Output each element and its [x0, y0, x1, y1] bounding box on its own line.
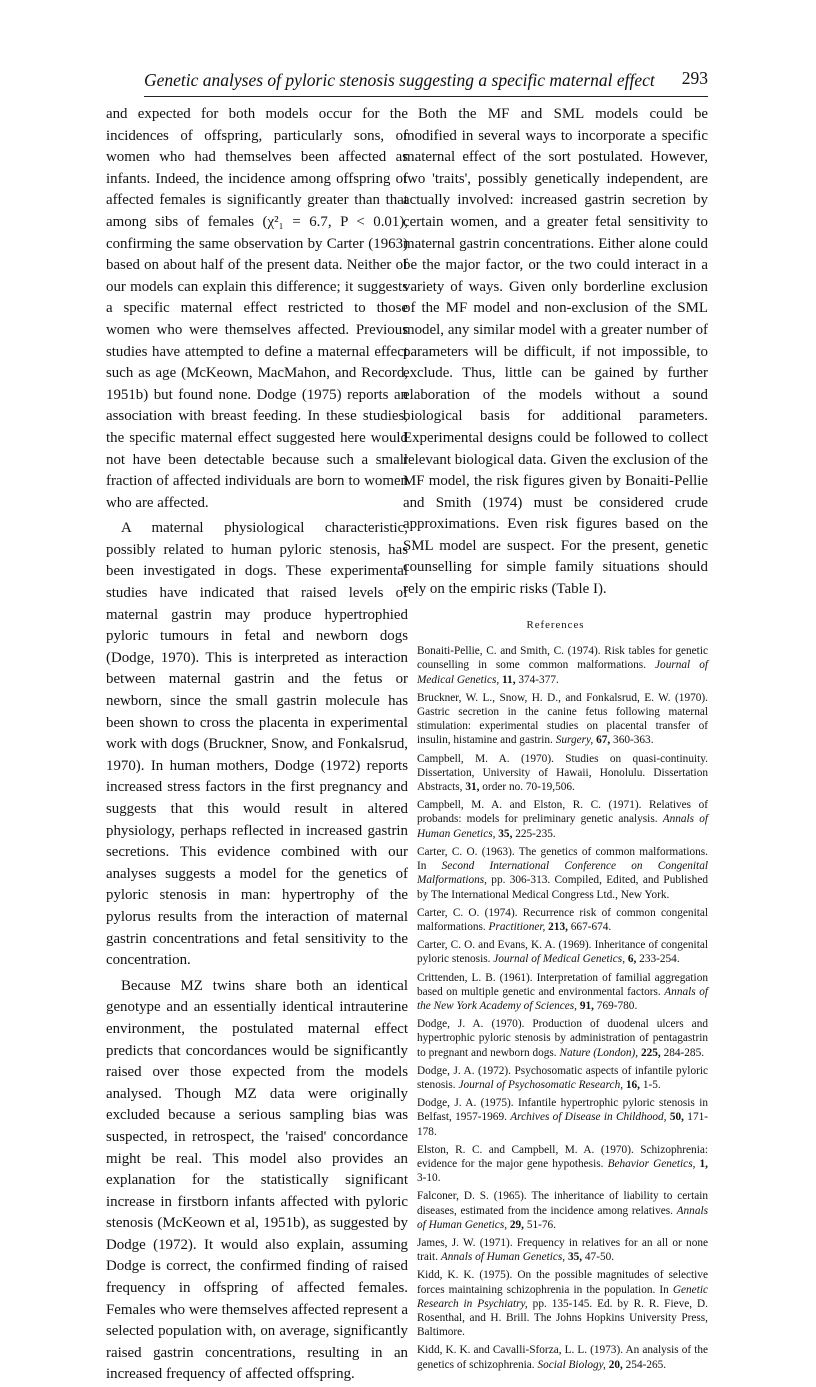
reference-pages: 51-76. — [526, 1218, 557, 1231]
reference-title: Gastric secretion in the canine fetus following maternal stimulation: experimental studies on placental transfer of insulin, histamine and gastrin. — [417, 706, 708, 747]
reference-pages: 769-780. — [596, 999, 638, 1012]
reference-authors: Dodge, J. A. (1970). — [417, 1018, 525, 1031]
reference-pages: 254-265. — [625, 1358, 667, 1371]
reference-pages: 47-50. — [584, 1251, 615, 1264]
reference-entry — [403, 938, 708, 966]
reference-source: Genetic Research in Psychiatry, — [417, 1283, 708, 1310]
reference-source: Annals of the New York Academy of Sciences, — [417, 985, 708, 1012]
reference-source: Nature (London), — [559, 1046, 639, 1059]
reference-authors: James, J. W. (1971). — [417, 1236, 513, 1249]
page-header — [144, 70, 708, 94]
reference-title: Relatives of probands: models for preliminary genetic analysis. — [417, 799, 708, 826]
reference-entry — [403, 1064, 708, 1092]
reference-volume: 31, — [465, 781, 480, 794]
reference-authors: Falconer, D. S. (1965). — [417, 1190, 527, 1203]
reference-pages: 3-10. — [417, 1172, 441, 1185]
reference-pages: 374-377. — [518, 673, 559, 686]
reference-volume: 50, — [669, 1111, 684, 1124]
reference-authors: Carter, C. O. and Evans, K. A. (1969). — [417, 939, 592, 952]
reference-entry — [403, 1143, 708, 1186]
reference-title: Psychosomatic aspects of infantile pyloric stenosis. — [417, 1064, 709, 1091]
reference-source: Second International Conference on Congenital Malformations, — [417, 860, 708, 887]
reference-source: Annals of Human Genetics, — [417, 813, 708, 840]
reference-title: Frequency in relatives for an all or none trait. — [417, 1236, 709, 1264]
reference-source: Journal of Medical Genetics, — [493, 953, 626, 966]
reference-authors: Bonaiti-Pellie, C. and Smith, C. (1974). — [417, 645, 601, 658]
reference-source: Surgery, — [555, 734, 594, 747]
reference-authors: Kidd, K. K. and Cavalli-Sforza, L. L. (1973). — [417, 1344, 624, 1357]
right-column — [403, 104, 708, 1373]
reference-entry — [403, 1268, 708, 1339]
reference-pages: 233-254. — [639, 953, 680, 966]
reference-authors: Campbell, M. A. and Elston, R. C. (1971). — [417, 799, 642, 812]
reference-pages: 284-285. — [663, 1046, 705, 1059]
reference-volume: 213, — [548, 920, 568, 933]
reference-title: An analysis of the genetics of schizophrenia. — [417, 1344, 708, 1371]
running-title: Genetic analyses of pyloric stenosis suggesting a specific maternal effect — [144, 70, 655, 90]
reference-volume: 1, — [699, 1157, 709, 1170]
reference-title: Recurrence risk of common congenital malformations. — [417, 906, 709, 933]
reference-source: Annals of Human Genetics, — [417, 1204, 709, 1231]
header-rule — [144, 96, 708, 97]
reference-pages: pp. 306-313. Compiled, Edited, and Published by The International Medical Congress Ltd., New York. — [417, 874, 708, 901]
reference-volume: 225, — [640, 1046, 661, 1059]
reference-volume: 35, — [498, 827, 513, 840]
reference-authors: Dodge, J. A. (1972). — [417, 1064, 511, 1077]
reference-entry — [403, 1343, 708, 1371]
reference-title: Interpretation of familial aggregation based on multiple genetic and environmental factors. — [417, 971, 708, 998]
reference-entry — [403, 1017, 708, 1060]
body-paragraph: Both the MF and SML models could be modified in several ways to incorporate a specific maternal effect of the sort postulated. However, two 'traits', possibly genetically independent, are actually involved: increased gastrin secretion by certain women, and a greater fetal sensitivity to maternal gastrin concentrations. Either alone could be the major factor, or the two could interact in a variety of ways. Given only borderline exclusion of the MF model and non-exclusion of the SML model, any similar model with a greater number of parameters will be difficult, if not impossible, to exclude. Thus, little can be gained by further elaboration of the models without a sound biological basis for additional parameters. Experimental designs could be followed to collect relevant biological data. Given the exclusion of the MF model, the risk figures given by Bonaiti-Pellie and Smith (1974) must be considered crude approximations. Even risk figures based on the SML model are suspect. For the present, genetic counselling for simple family situations should rely on the empiric risks (Table I). — [403, 106, 708, 598]
reference-title: Production of duodenal ulcers and hypertrophic pyloric stenosis by administration of pentagastrin to pregnant and newborn dogs. — [417, 1018, 708, 1059]
reference-volume: 16, — [625, 1078, 640, 1091]
reference-entry — [403, 691, 708, 748]
reference-entry — [403, 845, 708, 902]
reference-source: Behavior Genetics, — [607, 1157, 696, 1170]
reference-source: Archives of Disease in Childhood, — [510, 1111, 667, 1124]
body-paragraph: A maternal physiological characteristic, possibly related to human pyloric stenosis, has been investigated in dogs. These experimental studies have indicated that raised levels of maternal gastrin may produce hypertrophied pyloric tumours in fetal and newborn dogs (Dodge, 1970). This is interpreted as interaction between maternal gastrin and the fetus or newborn, since the small gastrin molecule has been shown to cross the placenta in experimental work with dogs (Bruckner, Snow, and Fonkalsrud, 1970). In human mothers, Dodge (1972) reports increased stress factors in the first pregnancy and suggests that this would result in altered physiology, perhaps reflected in increased gastrin secretions. This evidence combined with our analyses suggests a model for the genetics of pyloric stenosis in man: hypertrophy of the pylorus results from the interaction of maternal gastrin concentrations and fetal sensitivity to the concentration. — [106, 520, 408, 969]
reference-source: Annals of Human Genetics, — [440, 1251, 566, 1264]
reference-source: Journal of Medical Genetics, — [417, 659, 708, 686]
reference-entry — [403, 906, 708, 934]
reference-authors: Carter, C. O. (1963). — [417, 845, 515, 858]
reference-entry — [403, 971, 708, 1014]
reference-list — [403, 644, 708, 1372]
reference-pages: order no. 70-19,506. — [482, 781, 575, 794]
reference-pages: pp. 135-145. Ed. by R. R. Fieve, D. Rosenthal, and H. Brill. The Johns Hopkins University Press, Baltimore. — [417, 1297, 708, 1339]
reference-entry — [403, 644, 708, 687]
reference-title: The genetics of common malformations. In — [417, 845, 709, 873]
reference-title: Infantile hypertrophic pyloric stenosis in Belfast, 1957-1969. — [417, 1097, 708, 1124]
reference-volume: 91, — [579, 999, 594, 1012]
reference-volume: 20, — [608, 1358, 623, 1371]
reference-entry — [403, 1189, 708, 1232]
reference-pages: 1-5. — [642, 1078, 661, 1091]
reference-source: Journal of Psychosomatic Research, — [458, 1078, 624, 1091]
reference-volume: 35, — [567, 1251, 583, 1264]
references-heading: References — [526, 618, 585, 631]
reference-pages: 225-235. — [515, 827, 556, 840]
reference-volume: 67, — [596, 734, 611, 747]
left-column — [106, 104, 408, 1387]
page-number: 293 — [681, 68, 708, 88]
reference-pages: 360-363. — [613, 734, 654, 747]
reference-entry — [403, 798, 708, 841]
reference-source: Practitioner, — [488, 920, 546, 933]
reference-authors: Bruckner, W. L., Snow, H. D., and Fonkalsrud, E. W. (1970). — [417, 691, 708, 704]
reference-entry — [403, 1236, 708, 1264]
reference-volume: 6, — [627, 953, 637, 966]
reference-title: The inheritance of liability to certain diseases, estimated from the incidence among relatives. — [417, 1190, 709, 1217]
reference-title: Studies on quasi-continuity. Dissertation, University of Hawaii, Honolulu. Dissertation Abstracts, — [417, 752, 708, 794]
reference-pages: 667-674. — [570, 920, 612, 933]
reference-title: Inheritance of congenital pyloric stenosis. — [417, 939, 708, 966]
reference-authors: Crittenden, L. B. (1961). — [417, 971, 533, 984]
reference-authors: Dodge, J. A. (1975). — [417, 1097, 514, 1110]
reference-authors: Elston, R. C. and Campbell, M. A. (1970). — [417, 1143, 634, 1156]
body-paragraph: and expected for both models occur for the incidences of offspring, particularly sons, of women who had themselves been affected as infants. Indeed, the incidence among offspring of affected females is significantly greater than that among sibs of females (χ²₁ = 6.7, P < 0.01), confirming the same observation by Carter (1963) based on about half of the present data. Neither of our models can explain this difference; it suggests a specific maternal effect restricted to those women who were themselves affected. Previous studies have attempted to define a maternal effect such as age (McKeown, MacMahon, and Record, 1951b) but found none. Dodge (1975) reports an association with breast feeding. In these studies, the specific maternal effect suggested here would not have been detectable because such a small fraction of affected individuals are born to women who are affected. — [106, 106, 408, 511]
reference-volume: 29, — [509, 1218, 524, 1231]
reference-title: On the possible magnitudes of selective forces maintaining schizophrenia in the population. In — [417, 1269, 708, 1296]
reference-authors: Campbell, M. A. (1970). — [417, 752, 554, 765]
reference-title: Schizophrenia: evidence for the major gene hypothesis. — [417, 1143, 708, 1170]
reference-authors: Carter, C. O. (1974). — [417, 906, 518, 919]
reference-pages: 171-178. — [417, 1111, 709, 1138]
reference-authors: Kidd, K. K. (1975). — [417, 1269, 513, 1282]
reference-volume: 11, — [502, 673, 516, 686]
body-paragraph: Because MZ twins share both an identical genotype and an essentially identical intrauterine environment, the postulated maternal effect predicts that concordances would be significantly raised over those expected from the models analysed. Though MZ data were originally excluded because a serious sampling bias was suspected, in retrospect, the 'raised' concordance might be real. This model also provides an explanation for the statistically significant increase in firstborn infants affected with pyloric stenosis (McKeown et al, 1951b), as suggested by Dodge (1972). It would also explain, assuming Dodge is correct, the confirmed finding of raised frequency in offspring of affected females. Females who were themselves affected represent a selected population with, on average, significantly raised gastrin concentrations, resulting in an increased frequency of affected offspring. — [106, 977, 408, 1383]
reference-entry — [403, 1096, 708, 1139]
reference-title: Risk tables for genetic counselling in some common malformations. — [417, 645, 708, 672]
reference-source: Social Biology, — [537, 1358, 606, 1371]
reference-entry — [403, 752, 708, 795]
